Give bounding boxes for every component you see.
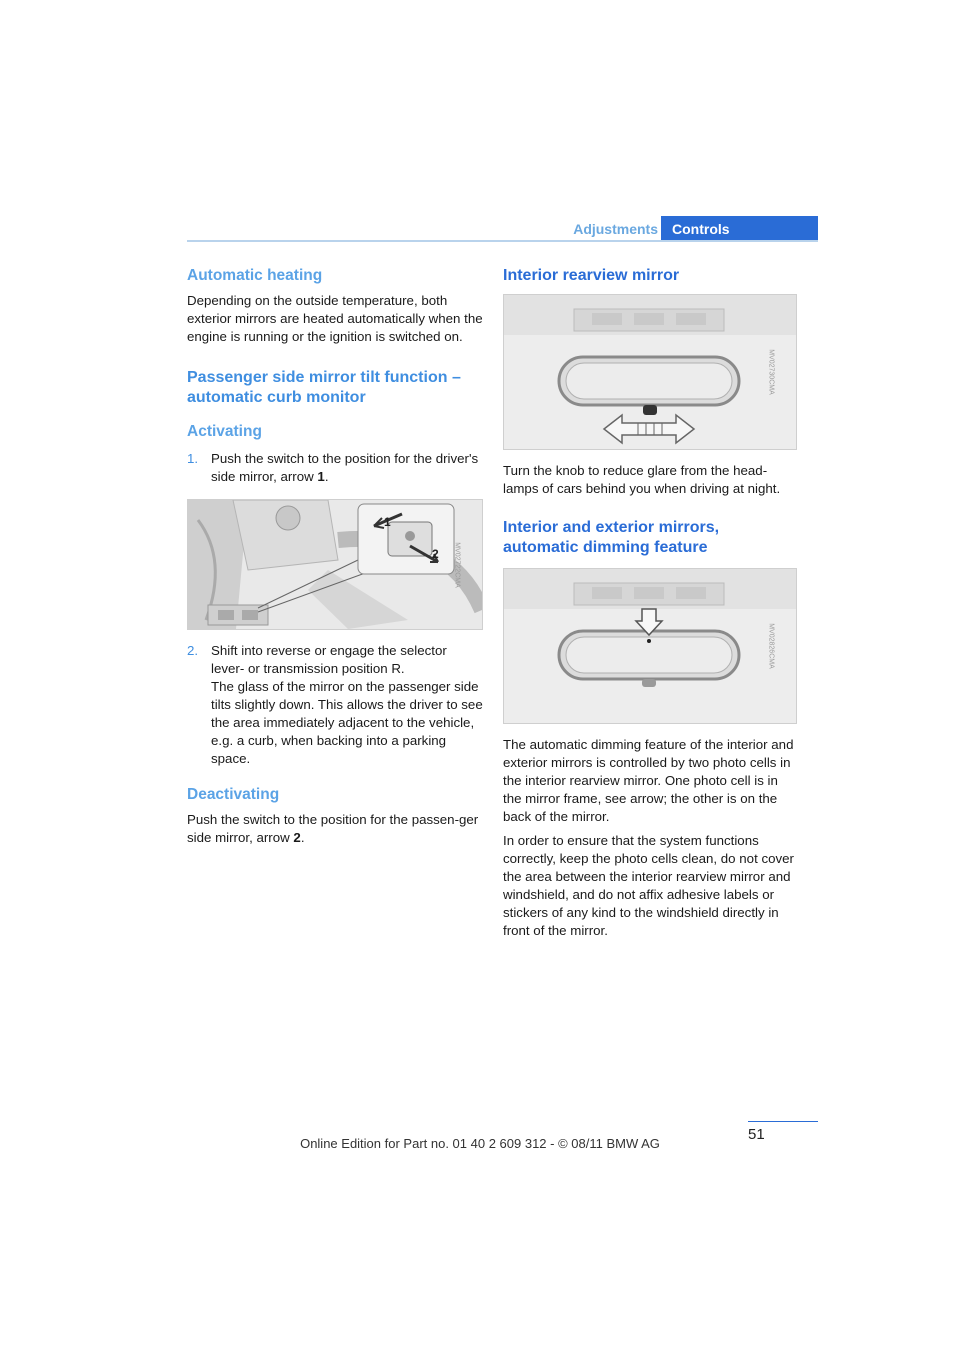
header-rule (187, 240, 818, 242)
step-1-text: Push the switch to the position for the driver's side mirror, arrow 1. (211, 451, 479, 484)
paragraph-automatic-heating: Depending on the outside temperature, both exterior mirrors are heated automatically when the engine is running or the ignition is switched on. (187, 293, 483, 344)
paragraph-dimming-1: The automatic dimming feature of the interior and exterior mirrors is controlled by two photo cells in the interior rearview mirror. One photo cell is in the mirror frame, see arrow; the other is on the back of the mirror. (503, 737, 794, 824)
page-number: 51 (748, 1126, 765, 1143)
step-2-number: 2. (187, 643, 199, 658)
footer-edition: Online Edition for Part no. 01 40 2 609 312 - © 08/11 BMW AG (300, 1136, 660, 1151)
svg-text:2: 2 (432, 547, 439, 561)
figure-dimming-mirror (503, 568, 797, 724)
paragraph-dimming-2: In order to ensure that the system functions correctly, keep the photo cells clean, do not cover the area between the interior rearview mirror and windshield, and do not affix adhesive labels or stickers of any kind to the windshield directly in front of the mirror. (503, 833, 794, 938)
right-column (503, 266, 799, 940)
header-section: Adjustments (573, 221, 658, 237)
heading-activating: Activating (187, 423, 262, 440)
paragraph-deactivating: Push the switch to the position for the passen-ger side mirror, arrow 2. (187, 812, 479, 845)
page-number-rule (748, 1121, 818, 1122)
figure-rearview-mirror (503, 294, 797, 450)
left-column (187, 266, 483, 847)
step-2 (187, 642, 483, 768)
heading-automatic-heating: Automatic heating (187, 267, 323, 284)
figure-code: MV02826CMA (767, 623, 775, 669)
svg-text:1: 1 (384, 515, 391, 529)
step-1 (187, 450, 483, 486)
figure-code: MV02722CMA (453, 541, 461, 588)
heading-tilt-function: Passenger side mirror tilt function – automatic curb monitor (187, 369, 461, 406)
paragraph-knob: Turn the knob to reduce glare from the head-lamps of cars behind you when driving at night. (503, 463, 781, 496)
figure-mirror-switch (187, 499, 483, 630)
figure-code: MV02730CMA (767, 349, 775, 395)
heading-automatic-dimming: Interior and exterior mirrors, automatic dimming feature (503, 519, 720, 556)
step-1-number: 1. (187, 451, 199, 466)
heading-interior-rearview-mirror: Interior rearview mirror (503, 267, 680, 284)
heading-deactivating: Deactivating (187, 786, 280, 803)
header-chapter: Controls (661, 216, 818, 242)
step-2-text: Shift into reverse or engage the selector lever- or transmission position R. (211, 643, 447, 676)
step-2-explanation: The glass of the mirror on the passenger side tilts slightly down. This allows the driver to see the area immediately adjacent to the vehicle, e.g. a curb, when backing into a parking space. (211, 679, 483, 766)
